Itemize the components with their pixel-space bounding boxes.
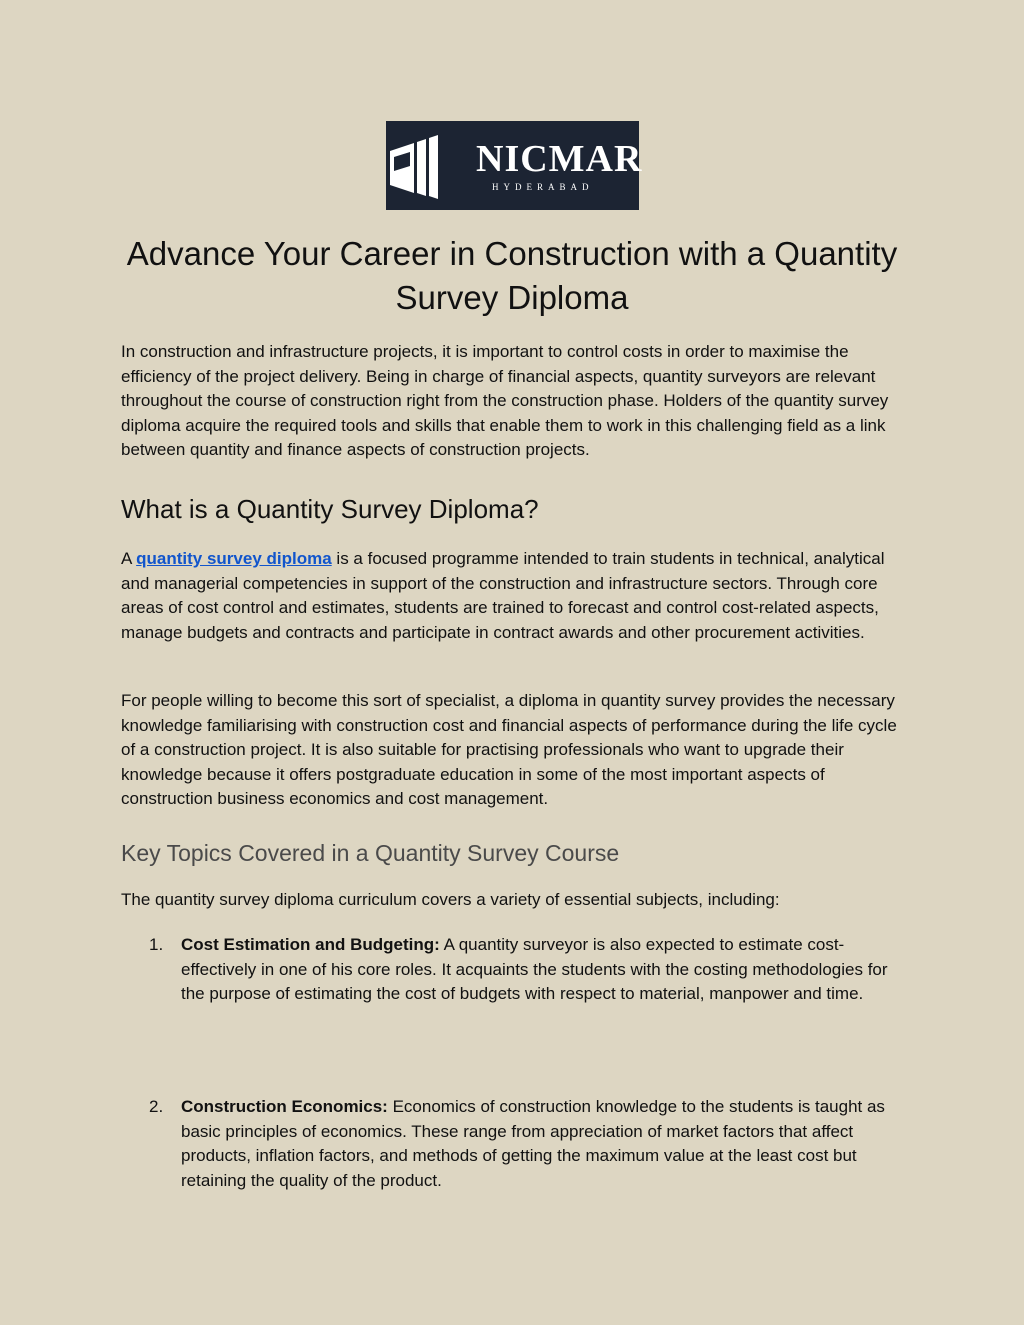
section-heading-what-is: What is a Quantity Survey Diploma? (121, 494, 539, 524)
list-number: 1. (149, 935, 164, 954)
definition-paragraph (121, 547, 906, 645)
nicmar-emblem-icon (386, 121, 476, 210)
list-item-term: Construction Economics: (181, 1097, 388, 1116)
quantity-survey-diploma-link[interactable]: quantity survey diploma (136, 549, 332, 568)
logo-subtitle: HYDERABAD (492, 182, 594, 192)
curriculum-intro: The quantity survey diploma curriculum covers a variety of essential subjects, including: (121, 890, 780, 909)
definition-prefix: A (121, 549, 132, 568)
list-number: 2. (149, 1097, 164, 1116)
list-item-text: Economics of construction knowledge to the students is taught as basic principles of economics. These range from appreciation of market factors that affect products, inflation factors, and methods of getting the maximum value at the least cost but retaining the quality of the product. (181, 1097, 885, 1190)
logo-wordmark: NICMAR (476, 138, 643, 180)
page-title: Advance Your Career in Construction with a Quantity Survey Diploma (126, 235, 898, 316)
list-item-term: Cost Estimation and Budgeting: (181, 935, 440, 954)
section-heading-key-topics: Key Topics Covered in a Quantity Survey Course (121, 840, 620, 866)
intro-paragraph: In construction and infrastructure projects, it is important to control costs in order to maximise the efficiency of the project delivery. Being in charge of financial aspects, quantity surveyors are relevant throughout the course of construction right from the construction phase. Holders of the quantity survey diploma acquire the required tools and skills that enable them to work in this challenging field as a link between quantity and finance aspects of construction projects. (121, 342, 889, 459)
specialist-paragraph: For people willing to become this sort of specialist, a diploma in quantity survey provides the necessary knowledge familiarising with construction cost and financial aspects of performance during the life cycle of a construction project. It is also suitable for practising professionals who want to upgrade their knowledge because it offers postgraduate education in some of the most important aspects of construction business economics and cost management. (121, 691, 897, 808)
list-item-body (181, 933, 906, 1007)
list-item-text: A quantity surveyor is also expected to estimate cost-effectively in one of his core roles. It acquaints the students with the costing methodologies for the purpose of estimating the cost of budgets with respect to material, manpower and time. (181, 935, 888, 1003)
nicmar-logo (386, 121, 643, 210)
list-item-body (181, 1095, 906, 1193)
definition-text: is a focused programme intended to train students in technical, analytical and managerial competencies in support of the construction and infrastructure sectors. Through core areas of cost control and estimates, students are trained to forecast and control cost-related aspects, manage budgets and contracts and participate in contract awards and other procurement activities. (121, 549, 885, 642)
